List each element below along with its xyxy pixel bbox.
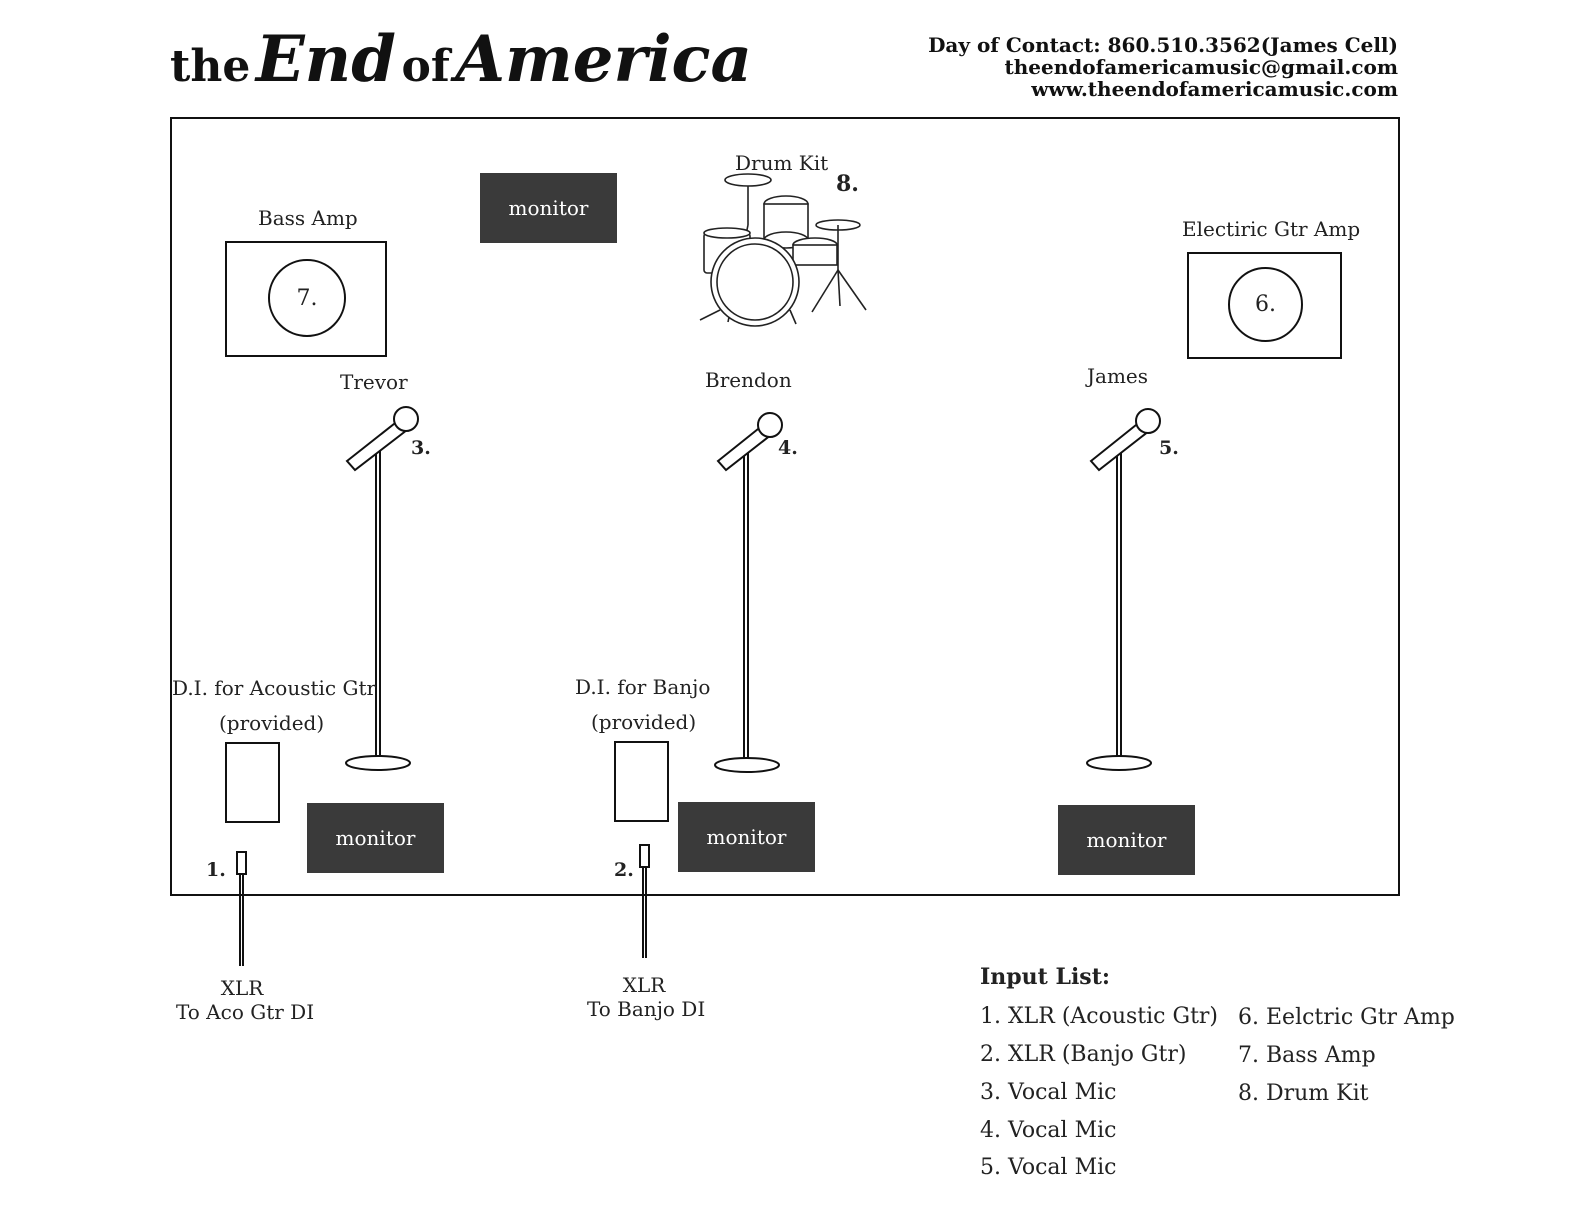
mic-number-trevor: 3. bbox=[411, 437, 431, 459]
logo-word-the: the bbox=[170, 41, 251, 92]
drum-kit-number: 8. bbox=[836, 171, 859, 197]
di-banjo-note: (provided) bbox=[591, 710, 697, 734]
monitor-brendon: monitor bbox=[678, 802, 815, 872]
mic-number-james: 5. bbox=[1159, 437, 1179, 459]
bass-amp-label: Bass Amp bbox=[258, 206, 358, 230]
input-item-4: 4. Vocal Mic bbox=[980, 1118, 1117, 1143]
input-item-3: 3. Vocal Mic bbox=[980, 1080, 1117, 1105]
person-trevor: Trevor bbox=[340, 370, 408, 394]
mic-stand-james bbox=[1087, 409, 1160, 770]
bass-amp bbox=[225, 241, 387, 357]
gtr-amp-number: 6. bbox=[1255, 292, 1276, 317]
logo-word-end: End bbox=[255, 22, 396, 97]
input-item-7: 7. Bass Amp bbox=[1238, 1043, 1376, 1068]
logo-word-america: America bbox=[455, 22, 752, 97]
xlr-banjo-line1: XLR bbox=[622, 973, 666, 997]
gtr-amp-speaker-icon bbox=[1228, 267, 1303, 342]
xlr-cable-aco bbox=[237, 852, 246, 966]
input-list-title: Input List: bbox=[980, 964, 1110, 990]
input-item-1: 1. XLR (Acoustic Gtr) bbox=[980, 1004, 1219, 1029]
xlr-aco-line2: To Aco Gtr DI bbox=[176, 1000, 315, 1024]
xlr-aco-label bbox=[176, 976, 315, 1024]
logo-word-of: of bbox=[401, 41, 450, 92]
electric-gtr-amp bbox=[1187, 252, 1342, 359]
contact-email[interactable]: theendofamericamusic@gmail.com bbox=[1004, 55, 1398, 79]
xlr-cable-banjo bbox=[640, 845, 649, 958]
monitor-trevor: monitor bbox=[307, 803, 444, 873]
input-item-8: 8. Drum Kit bbox=[1238, 1081, 1369, 1106]
gtr-amp-label: Electiric Gtr Amp bbox=[1182, 217, 1361, 241]
person-brendon: Brendon bbox=[705, 368, 792, 392]
xlr-banjo-label bbox=[587, 973, 706, 1021]
contact-website[interactable]: www.theendofamericamusic.com bbox=[1031, 77, 1398, 101]
di-acoustic-label: D.I. for Acoustic Gtr bbox=[172, 676, 377, 700]
di-box-banjo bbox=[614, 741, 669, 822]
mic-number-brendon: 4. bbox=[778, 437, 798, 459]
drum-kit-label: Drum Kit bbox=[735, 151, 829, 175]
monitor-james: monitor bbox=[1058, 805, 1195, 875]
input-item-5: 5. Vocal Mic bbox=[980, 1155, 1117, 1180]
di-banjo-number: 2. bbox=[614, 859, 634, 881]
xlr-aco-line1: XLR bbox=[220, 976, 264, 1000]
di-acoustic-number: 1. bbox=[206, 859, 226, 881]
xlr-banjo-line2: To Banjo DI bbox=[587, 997, 706, 1021]
contact-phone: Day of Contact: 860.510.3562(James Cell) bbox=[928, 33, 1398, 57]
di-acoustic-note: (provided) bbox=[219, 711, 325, 735]
bass-amp-speaker-icon bbox=[268, 259, 346, 337]
input-item-2: 2. XLR (Banjo Gtr) bbox=[980, 1042, 1187, 1067]
di-box-acoustic bbox=[225, 742, 280, 823]
mic-stand-brendon bbox=[715, 413, 782, 772]
mic-stand-trevor bbox=[346, 407, 418, 770]
di-banjo-label: D.I. for Banjo bbox=[575, 675, 711, 699]
input-item-6: 6. Eelctric Gtr Amp bbox=[1238, 1005, 1455, 1030]
person-james: James bbox=[1087, 364, 1149, 388]
bass-amp-number: 7. bbox=[296, 285, 318, 311]
monitor-upstage: monitor bbox=[480, 173, 617, 243]
